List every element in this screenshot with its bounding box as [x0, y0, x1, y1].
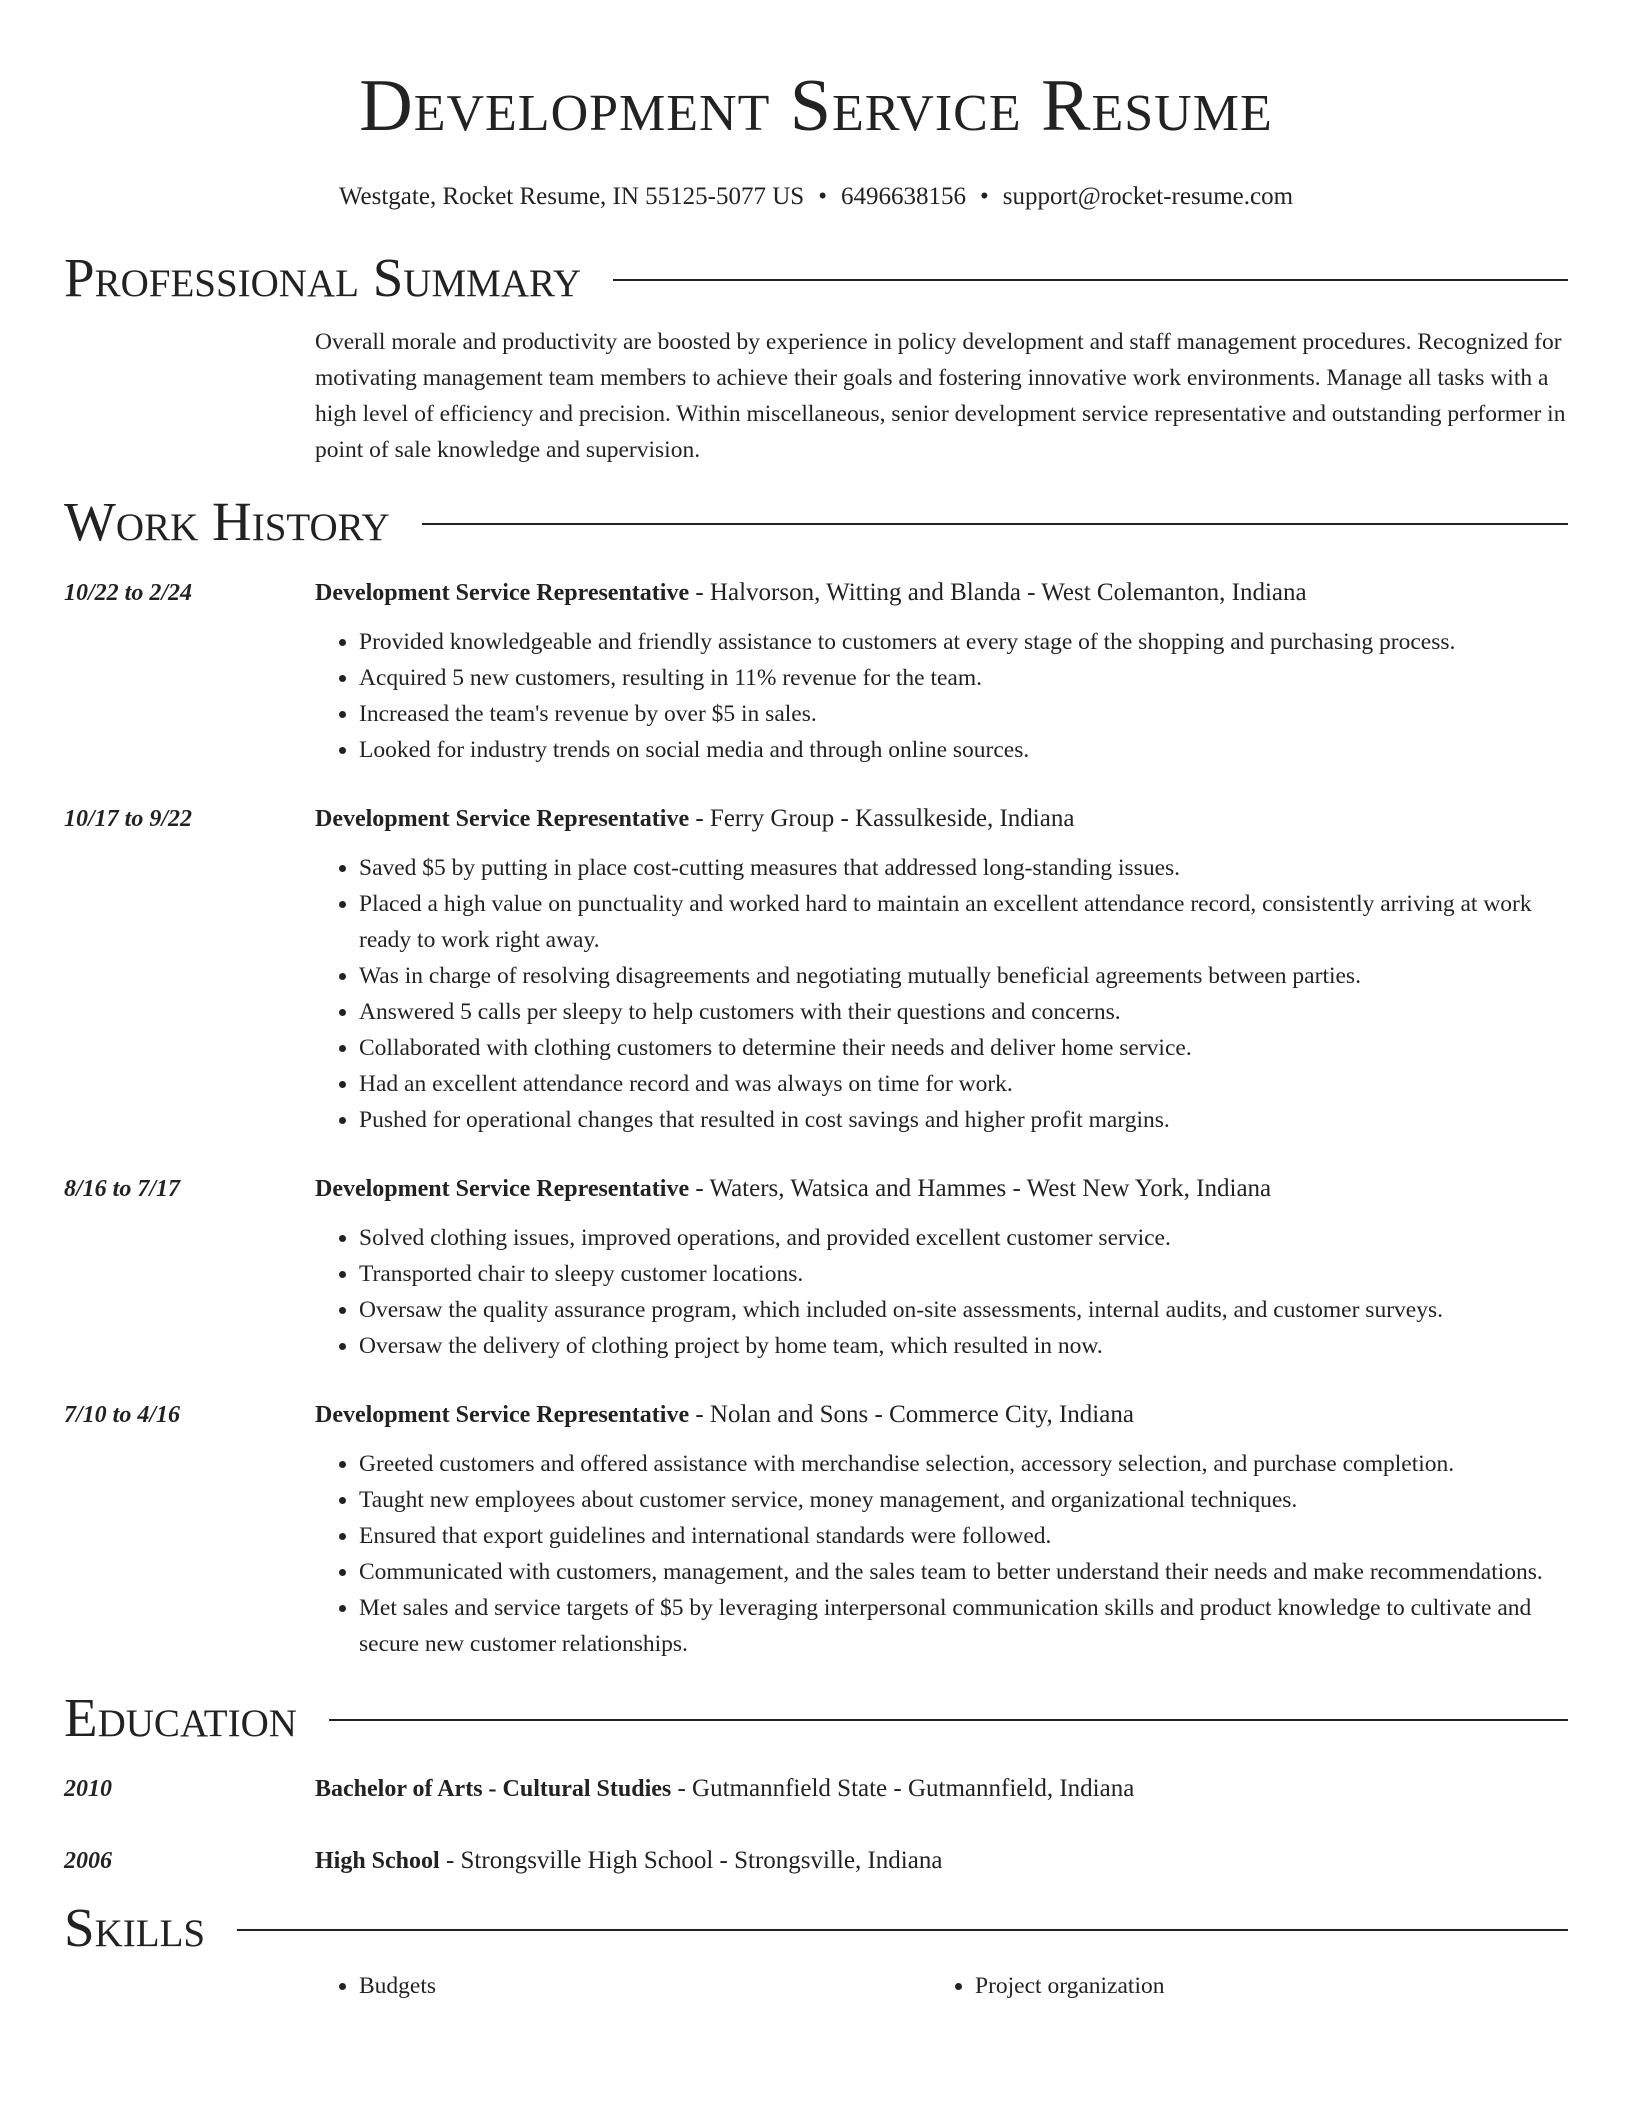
job-entry	[64, 1398, 1568, 1662]
job-bullet: • Transported chair to sleepy customer locations.	[359, 1256, 1568, 1292]
education-entry	[64, 1772, 1568, 1806]
work-section-title: Work History	[64, 491, 390, 552]
job-entry	[64, 802, 1568, 1138]
contact-phone: 6496638156	[840, 183, 966, 210]
job-bullet: • Had an excellent attendance record and was always on time for work.	[359, 1066, 1568, 1102]
education-section-header	[64, 1686, 1568, 1750]
education-heading	[315, 1772, 1568, 1806]
job-bullet: • Pushed for operational changes that resulted in cost savings and higher profit margins.	[359, 1102, 1568, 1138]
education-details: - Strongsville High School - Strongsville, Indiana	[439, 1847, 943, 1874]
education-heading	[315, 1844, 1568, 1878]
job-bullet: • Placed a high value on punctuality and worked hard to maintain an excellent attendance record, consistently arriving at work ready to work right away.	[359, 886, 1568, 958]
job-body	[315, 576, 1568, 768]
job-bullet: • Communicated with customers, management, and the sales team to better understand their needs and make recommendations.	[359, 1554, 1568, 1590]
section-divider	[329, 1719, 1568, 1721]
job-bullet: • Acquired 5 new customers, resulting in 11% revenue for the team.	[359, 660, 1568, 696]
section-divider	[422, 523, 1568, 525]
job-bullet: • Looked for industry trends on social media and through online sources.	[359, 732, 1568, 768]
job-role: Development Service Representative	[315, 1176, 690, 1202]
contact-line	[64, 182, 1568, 212]
job-entry	[64, 1172, 1568, 1364]
job-details: - Ferry Group - Kassulkeside, Indiana	[689, 805, 1075, 832]
skills-column	[931, 1968, 1531, 2004]
job-bullets	[315, 1446, 1568, 1662]
education-section-title: Education	[64, 1687, 297, 1748]
job-details: - Halvorson, Witting and Blanda - West Colemanton, Indiana	[689, 579, 1307, 606]
job-bullets	[315, 850, 1568, 1138]
job-bullets	[315, 624, 1568, 768]
summary-section-title: Professional Summary	[64, 247, 582, 308]
section-divider	[237, 1929, 1568, 1931]
job-bullet: • Saved $5 by putting in place cost-cutting measures that addressed long-standing issues.	[359, 850, 1568, 886]
summary-text: Overall morale and productivity are boosted by experience in policy development and staff management procedures. Recognized for motivating management team members to achieve their goals and fostering innovative work environments. Manage all tasks with a high level of efficiency and precision. Within miscellaneous, senior development service representative and outstanding performer in point of sale knowledge and supervision.	[315, 329, 1566, 463]
contact-separator: •	[979, 183, 989, 210]
skill-item: • Budgets	[359, 1968, 931, 2004]
education-year: 2010	[64, 1776, 112, 1802]
job-heading	[315, 1398, 1568, 1432]
skills-column	[315, 1968, 931, 2004]
job-bullet: • Taught new employees about customer service, money management, and organizational techniques.	[359, 1482, 1568, 1518]
job-bullet: • Provided knowledgeable and friendly assistance to customers at every stage of the shopping and purchasing process.	[359, 624, 1568, 660]
education-degree: Bachelor of Arts - Cultural Studies	[315, 1776, 672, 1802]
job-entry	[64, 576, 1568, 768]
job-bullets	[315, 1220, 1568, 1364]
job-role: Development Service Representative	[315, 806, 690, 832]
job-bullet: • Collaborated with clothing customers to determine their needs and deliver home service.	[359, 1030, 1568, 1066]
job-details: - Waters, Watsica and Hammes - West New York, Indiana	[689, 1175, 1272, 1202]
skills-section-header	[64, 1896, 1568, 1960]
job-bullet: • Oversaw the quality assurance program, which included on-site assessments, internal audits, and customer surveys.	[359, 1292, 1568, 1328]
job-dates: 8/16 to 7/17	[64, 1176, 181, 1202]
job-details: - Nolan and Sons - Commerce City, Indiana	[689, 1401, 1134, 1428]
job-dates: 10/22 to 2/24	[64, 580, 193, 606]
contact-address: Westgate, Rocket Resume, IN 55125-5077 US	[338, 183, 805, 210]
job-role: Development Service Representative	[315, 580, 690, 606]
education-year: 2006	[64, 1848, 112, 1874]
resume-page	[64, 0, 1568, 2004]
job-bullet: • Solved clothing issues, improved operations, and provided excellent customer service.	[359, 1220, 1568, 1256]
job-bullet: • Was in charge of resolving disagreements and negotiating mutually beneficial agreements between parties.	[359, 958, 1568, 994]
education-entry	[64, 1844, 1568, 1878]
job-dates: 7/10 to 4/16	[64, 1402, 181, 1428]
section-divider	[613, 279, 1568, 281]
job-bullet: • Oversaw the delivery of clothing project by home team, which resulted in now.	[359, 1328, 1568, 1364]
skills-list	[315, 1968, 1568, 2004]
contact-separator: •	[818, 183, 827, 210]
skill-item: • Project organization	[975, 1968, 1531, 2004]
job-body	[315, 1172, 1568, 1364]
job-bullet: • Met sales and service targets of $5 by leveraging interpersonal communication skills and product knowledge to cultivate and secure new customer relationships.	[359, 1590, 1568, 1662]
resume-name: Development Service Resume	[359, 65, 1273, 147]
education-degree: High School	[315, 1848, 440, 1874]
job-heading	[315, 576, 1568, 610]
job-heading	[315, 1172, 1568, 1206]
summary-section-header	[64, 246, 1568, 310]
contact-email: support@rocket-resume.com	[1002, 183, 1294, 210]
work-section-header	[64, 490, 1568, 554]
job-dates: 10/17 to 9/22	[64, 806, 193, 832]
job-role: Development Service Representative	[315, 1402, 690, 1428]
job-body	[315, 1398, 1568, 1662]
job-bullet: • Answered 5 calls per sleepy to help customers with their questions and concerns.	[359, 994, 1568, 1030]
job-heading	[315, 802, 1568, 836]
education-details: - Gutmannfield State - Gutmannfield, Indiana	[671, 1775, 1135, 1802]
job-bullet: • Increased the team's revenue by over $5 in sales.	[359, 696, 1568, 732]
job-body	[315, 802, 1568, 1138]
job-bullet: • Ensured that export guidelines and international standards were followed.	[359, 1518, 1568, 1554]
job-bullet: • Greeted customers and offered assistance with merchandise selection, accessory selection, and purchase completion.	[359, 1446, 1568, 1482]
skills-section-title: Skills	[64, 1897, 206, 1958]
